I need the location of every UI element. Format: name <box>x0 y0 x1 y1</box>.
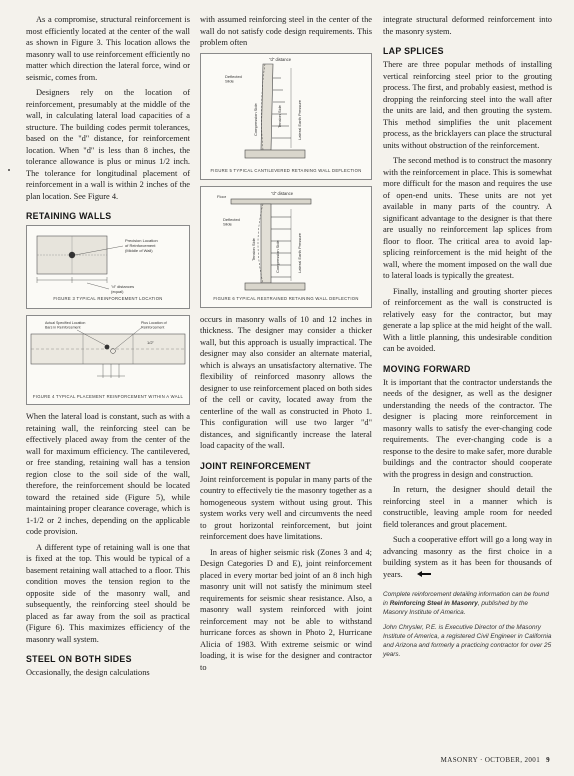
svg-text:(equal): (equal) <box>111 289 124 294</box>
reference-note: Complete reinforcement detailing information can be found in Reinforcing Steel in Masonry, published by the Masonry Institute of America. <box>383 591 549 617</box>
heading-lap-splices: LAP SPLICES <box>383 46 444 56</box>
heading-retaining-walls: RETAINING WALLS <box>26 211 112 221</box>
paragraph: A different type of retaining wall is one that is fixed at the top. This would be typical of a basement retaining wall attached to a floor. This condition moves the tension region to the opposite side of the masonry wall, and subsequently, the reinforcing steel should be placed as far away from the soil as practical (Figure 6). This maximizes efficiency of the masonry wall system. <box>26 542 190 644</box>
paragraph: integrate structural deformed reinforcement into the masonry system. <box>383 15 552 36</box>
column-2 <box>200 14 372 677</box>
paragraph: occurs in masonry walls of 10 and 12 inches in thickness. The designer may consider a thicker wall, but this approach is usually impractical. The designer may also consider an alternate material, which is always an unsatisfactory alternative. The flexibility of reinforced masonry allows the designer to use reinforcement placed on both sides of the cell or cavity, located away from the centerline of the wall as constructed in Photo 1. This configuration will use two larger "d" distances, and significantly increase the lateral load capacity of the wall. <box>200 314 372 450</box>
fig5-tension-label: Tension Side <box>277 104 282 128</box>
heading-steel-both-sides: STEEL ON BOTH SIDES <box>26 654 132 664</box>
heading-joint-reinforcement: JOINT REINFORCEMENT <box>200 460 311 471</box>
figure-6-caption: FIGURE 6 TYPICAL RESTRAINED RETAINING WALL DEFLECTION <box>213 295 359 301</box>
fig6-lateral-label: Lateral Earth Pressure <box>297 232 302 273</box>
author-bio: John Chrysler, P.E. is Executive Director of the Masonry Institute of America, a registered Civil Engineer in California and Arizona and formerly a practicing contractor for over 25 years. <box>383 624 552 659</box>
figure-4-diagram <box>27 316 189 392</box>
paragraph: The second method is to construct the masonry with the reinforcement in place. This is somewhat more difficult for the mason and requires the use of open-end units. These units are not yet available in many parts of the country. A significant advantage to the designer is that there are usually no reinforcement lap splices from floor to floor. The critical area to avoid lap-splicing reinforcement is the mid height of the wall, where the moment imposed on the wall due to lateral loads is typically the greatest. <box>383 156 552 280</box>
paragraph: There are three popular methods of installing vertical reinforcing steel prior to the grouting process. The first, and probably easiest, method is dropping the reinforcing steel into the wall after the units are laid, and then grouting the system. This method simplifies the unit placement process, as the bricklayers can place the structural units without obstruction of the reinforcement. <box>383 60 552 150</box>
fig6-floor-label: Floor <box>217 193 227 199</box>
fig6-compression-label: Compression Side <box>275 239 280 273</box>
paragraph: Designers rely on the location of reinforcement, presumably at the middle of the wall, in calculating lateral load capacities of a structure. The building codes permit tolerances, based on the "d" distance, for reinforcement location. When "d" is less than 8 inches, the tolerance allowance is plus or minus 1/2 inch. The tolerance for longitudinal placement of reinforcement in a wall is within 2 inches of the plan location. See Figure 4. <box>26 88 190 201</box>
figure-6-diagram <box>201 187 371 294</box>
paragraph: As a compromise, structural reinforcement is most efficiently located at the center of the wall as shown in Figure 3. This location allows the masonry wall to use reinforcement efficiently no matter which direction the lateral force, wind or seismic, comes from. <box>26 15 190 82</box>
heading-moving-forward: MOVING FORWARD <box>383 363 471 374</box>
fig6-tension-label: Tension Side <box>251 237 256 261</box>
fig5-deflected-label: Deflected Slide <box>225 73 242 83</box>
column-1 <box>26 14 190 683</box>
closing-text: Such a cooperative effort will go a long way in advancing masonry as the first choice in a building system as it has been for thousands of years. <box>383 535 552 579</box>
fig3-location-label: Precision Location of Reinforcement (Middle of Wall) <box>125 238 158 253</box>
fig3-d-label: "d" distances <box>111 284 135 289</box>
figure-6 <box>200 186 372 308</box>
end-arrow-icon <box>407 569 431 581</box>
page-number: 9 <box>546 756 550 764</box>
figure-5-diagram <box>201 54 371 166</box>
fig5-compression-label: Compression Side <box>253 102 258 136</box>
paragraph: In areas of higher seismic risk (Zones 3 and 4; Design Categories D and E), joint reinforcement placed in every mortar bed joint of an 8 inch high masonry unit will not satisfy the minimum steel requirements for seismic shear resistance. Also, a masonry wall system reinforced with joint reinforcement may not be able to withstand hurricane forces as shown in Photo 2, Hurricane Alicia of 1983. With extreme seismic or wind loading, it is wise for the designer and contractor to <box>200 547 372 672</box>
figure-5-caption: FIGURE 5 TYPICAL CANTILEVERED RETAINING WALL DEFLECTION <box>210 167 362 173</box>
paragraph: with assumed reinforcing steel in the center of the wall do not satisfy code design requirements. This problem often <box>200 15 372 47</box>
fig6-deflected-label: Deflected Slide <box>223 216 240 226</box>
fig5-lateral-label: Lateral Earth Pressure <box>297 99 302 140</box>
fig5-d-label: "d" distance <box>269 56 292 62</box>
page-footer <box>400 756 550 764</box>
book-title: Reinforcing Steel in Masonry <box>389 600 478 608</box>
paragraph: Occasionally, the design calculations <box>26 668 150 677</box>
figure-3-caption: FIGURE 3 TYPICAL REINFORCEMENT LOCATION <box>53 296 163 301</box>
paragraph: When the lateral load is constant, such as with a retaining wall, the reinforcing steel can be effectively placed away from the center of the wall for maximum efficiency. The cantilevered, or free standing, retaining wall has a tension region close to the soil side of the wall, therefore, the reinforcement should be located toward the retained side (Figure 5), while maintaining proper clearance coverage, which is 1-1/2 or 2 inches, depending on the applicable code provision. <box>26 412 190 536</box>
figure-3-diagram <box>27 226 189 294</box>
margin-mark <box>8 169 10 171</box>
fig4-plus-label: Plus Location of Reinforcement <box>141 321 167 330</box>
figure-4-caption: FIGURE 4 TYPICAL PLACEMENT REINFORCEMENT WITHIN A WALL <box>32 394 184 399</box>
figure-4 <box>26 315 190 405</box>
fig4-tolerance-label: 1/2" <box>147 340 154 345</box>
fig4-actual-label: Actual Specified Location Bars in Reinforcement <box>45 321 86 330</box>
paragraph-closing <box>383 534 552 580</box>
footer-publication: MASONRY · OCTOBER, 2001 <box>440 756 541 764</box>
paragraph: Joint reinforcement is popular in many parts of the country to effectively tie the masonry together as a homogeneous system without using grout. This system works very well and circumvents the need to grout horizontal reinforcement, but joint reinforcement does have limitations. <box>200 474 372 541</box>
figure-3 <box>26 225 190 309</box>
fig6-d-label: "d" distance <box>271 190 294 196</box>
paragraph: It is important that the contractor understands the needs of the designer, as well as the designer understanding the needs of the contractor. The designer is placing more reinforcement in masonry walls to satisfy the ever-changing code requirements. The ever-changing code is a response to the desire to make safer, more durable buildings and the contractor should cooperate with the progress in design and construction. <box>383 377 552 479</box>
paragraph: In return, the designer should detail the reinforcing steel in a manner which is constructible, leaving ample room for needed field tolerances and grout placement. <box>383 485 552 529</box>
column-3 <box>383 14 552 665</box>
paragraph: Finally, installing and grouting shorter pieces of reinforcement as the wall is constructed is relatively easy for the contractor, but may generate a lap splice at the mid height of the wall. With a little planning, this undesirable condition can be avoided. <box>383 286 552 353</box>
figure-5 <box>200 53 372 180</box>
